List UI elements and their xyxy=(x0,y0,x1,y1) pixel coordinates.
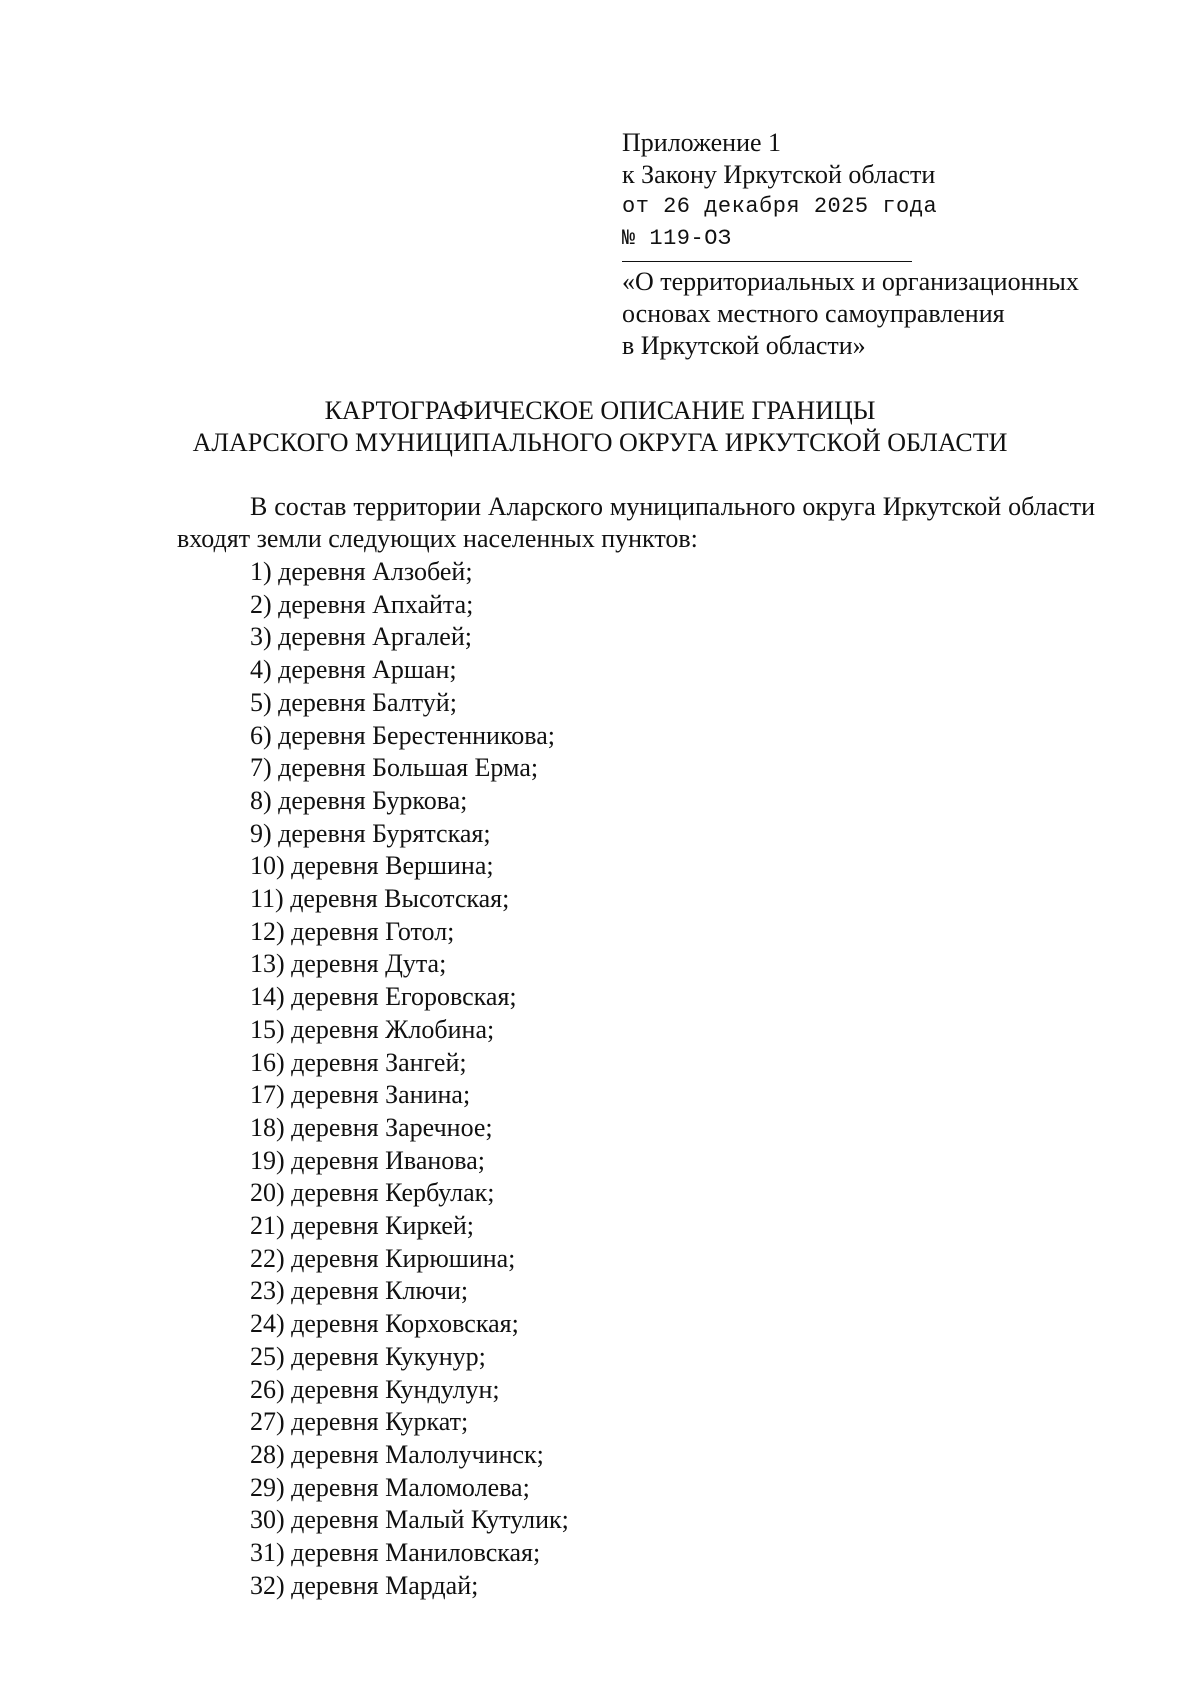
list-item: 25) деревня Кукунур; xyxy=(250,1341,486,1371)
appendix-number: Приложение 1 xyxy=(622,128,782,157)
list-item: 12) деревня Готол; xyxy=(250,916,455,946)
law-number: № 119-ОЗ xyxy=(622,226,732,251)
list-item: 29) деревня Маломолева; xyxy=(250,1472,530,1502)
list-item: 17) деревня Занина; xyxy=(250,1080,471,1110)
list-item: 8) деревня Буркова; xyxy=(250,785,468,815)
list-item: 4) деревня Аршан; xyxy=(250,655,457,685)
law-title-line-2: основах местного самоуправления xyxy=(622,299,1005,328)
list-item: 13) деревня Дута; xyxy=(250,949,447,979)
law-title-line-3: в Иркутской области» xyxy=(622,331,866,360)
list-item: 23) деревня Ключи; xyxy=(250,1276,469,1306)
document-title xyxy=(0,395,1200,459)
list-item: 3) деревня Аргалей; xyxy=(250,622,472,652)
list-item: 5) деревня Балтуй; xyxy=(250,687,457,717)
list-item: 19) деревня Иванова; xyxy=(250,1145,485,1175)
law-title-line-1: «О территориальных и организационных xyxy=(622,267,1079,296)
document-title-line-2: АЛАРСКОГО МУНИЦИПАЛЬНОГО ОКРУГА ИРКУТСКОЙ ОБЛАСТИ xyxy=(192,428,1008,457)
list-item: 21) деревня Киркей; xyxy=(250,1211,475,1241)
list-item: 10) деревня Вершина; xyxy=(250,851,494,881)
list-item: 31) деревня Маниловская; xyxy=(250,1538,541,1568)
list-item: 1) деревня Алзобей; xyxy=(250,557,473,586)
list-item: 14) деревня Егоровская; xyxy=(250,982,517,1012)
list-item: 7) деревня Большая Ерма; xyxy=(250,753,539,783)
list-item: 20) деревня Кербулак; xyxy=(250,1178,495,1208)
list-item: 18) деревня Заречное; xyxy=(250,1112,493,1142)
list-item: 2) деревня Апхайта; xyxy=(250,589,474,619)
list-item: 24) деревня Корховская; xyxy=(250,1309,519,1339)
list-item: 9) деревня Бурятская; xyxy=(250,818,491,848)
list-item: 32) деревня Мардай; xyxy=(250,1570,479,1600)
list-item: 11) деревня Высотская; xyxy=(250,884,510,914)
law-date: от 26 декабря 2025 года xyxy=(622,194,938,219)
list-item: 6) деревня Берестенникова; xyxy=(250,720,555,750)
intro-paragraph: В состав территории Аларского муниципального округа Иркутской области входят земли следующих населенных пунктов: xyxy=(177,492,1095,553)
list-item: 30) деревня Малый Кутулик; xyxy=(250,1505,569,1535)
appendix-header xyxy=(622,127,1079,362)
list-item: 26) деревня Кундулун; xyxy=(250,1374,500,1404)
appendix-law-reference: к Закону Иркутской области xyxy=(622,160,936,189)
underline-divider xyxy=(622,261,912,262)
list-item: 22) деревня Кирюшина; xyxy=(250,1243,516,1273)
settlement-list xyxy=(250,556,569,1603)
list-item: 15) деревня Жлобина; xyxy=(250,1014,495,1044)
list-item: 28) деревня Малолучинск; xyxy=(250,1439,544,1469)
list-item: 16) деревня Зангей; xyxy=(250,1047,467,1077)
list-item: 27) деревня Куркат; xyxy=(250,1407,469,1437)
document-title-line-1: КАРТОГРАФИЧЕСКОЕ ОПИСАНИЕ ГРАНИЦЫ xyxy=(324,396,876,425)
